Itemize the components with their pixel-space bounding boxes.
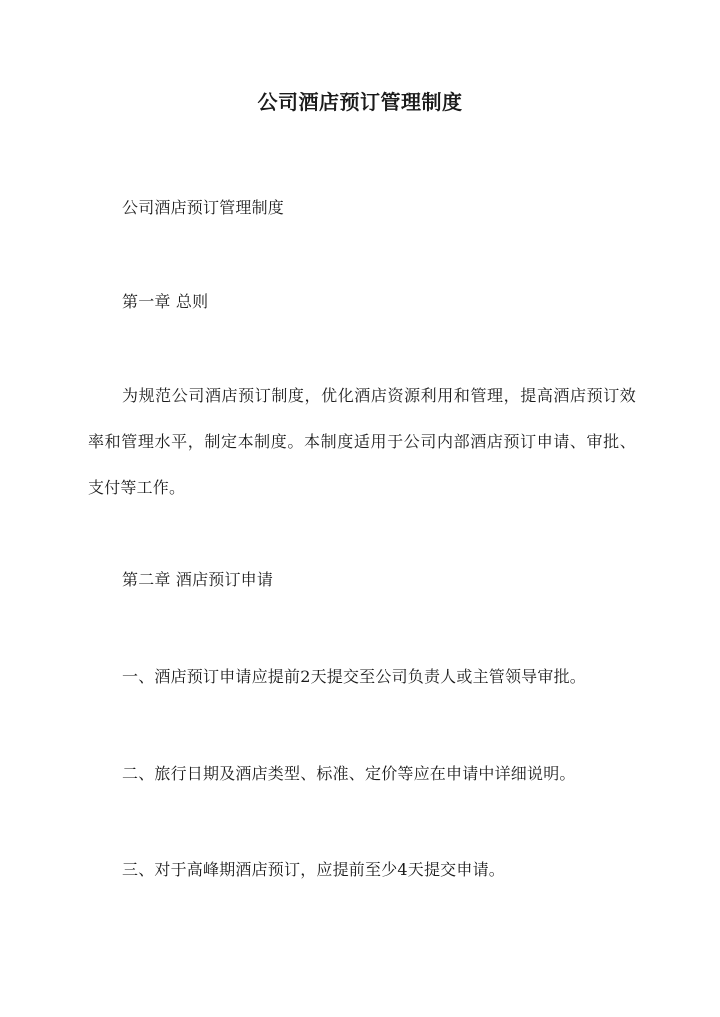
chapter-2-item: 三、对于高峰期酒店预订，应提前至少4天提交申请。 bbox=[122, 860, 505, 879]
chapter-2-heading: 第二章 酒店预订申请 bbox=[122, 570, 274, 589]
chapter-1-heading: 第一章 总则 bbox=[122, 292, 209, 311]
chapter-1-body: 为规范公司酒店预订制度，优化酒店资源利用和管理，提高酒店预订效率和管理水平，制定本制度。本制度适用于公司内部酒店预订申请、审批、支付等工作。 bbox=[88, 386, 636, 497]
chapter-2-item: 二、旅行日期及酒店类型、标准、定价等应在申请中详细说明。 bbox=[122, 764, 576, 783]
chapter-2-item: 一、酒店预订申请应提前2天提交至公司负责人或主管领导审批。 bbox=[122, 667, 586, 686]
document-title: 公司酒店预订管理制度 bbox=[257, 90, 463, 114]
document-subtitle: 公司酒店预订管理制度 bbox=[122, 198, 285, 217]
